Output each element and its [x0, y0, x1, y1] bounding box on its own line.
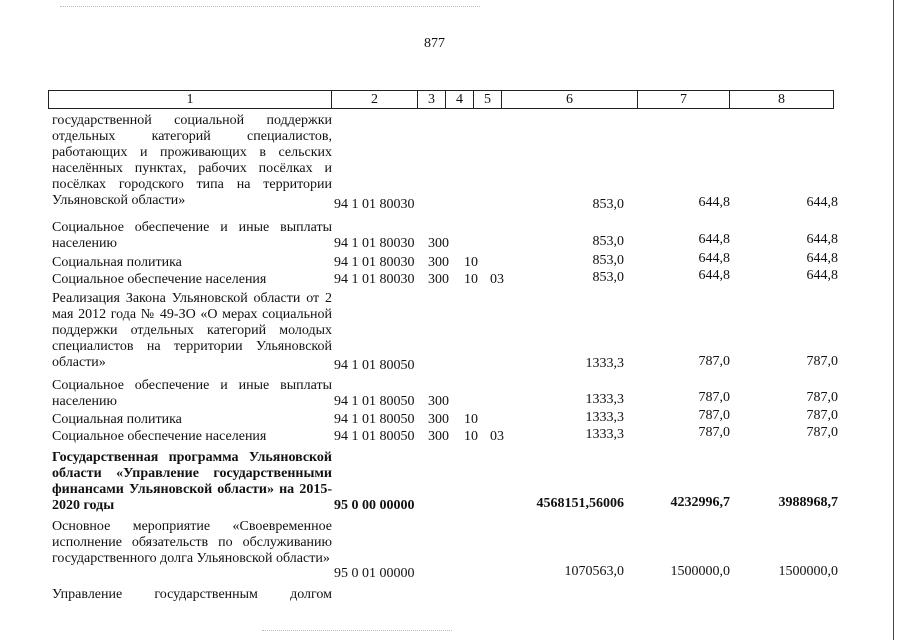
row-col3: 300 — [428, 394, 449, 409]
row-value-col7: 644,8 — [698, 232, 730, 247]
row-col3: 300 — [428, 412, 449, 427]
row-name: Основное мероприятие «Своевременное исполнение обязательств по обслуживанию государственного долга Ульяновской области» — [52, 519, 332, 566]
row-name: Социальное обеспечение и иные выплаты населению — [52, 220, 332, 251]
page-edge-line — [893, 0, 894, 640]
row-value-col6: 1333,3 — [585, 410, 624, 425]
row-value-col8: 787,0 — [806, 425, 838, 440]
row-code: 94 1 01 80050 — [334, 358, 415, 373]
row-name: Реализация Закона Ульяновской области от 2 мая 2012 года № 49-ЗО «О мерах социальной поддержки отдельных категорий молодых специалистов на территории Ульяновской области» — [52, 291, 332, 370]
header-col-7: 7 — [638, 91, 730, 108]
row-value-col6: 853,0 — [592, 270, 624, 285]
row-name: Социальное обеспечение населения — [52, 272, 267, 287]
row-value-col8: 787,0 — [806, 390, 838, 405]
row-name: Социальная политика — [52, 255, 182, 270]
header-col-1: 1 — [49, 91, 332, 108]
row-code: 94 1 01 80050 — [334, 394, 415, 409]
row-value-col6: 853,0 — [592, 253, 624, 268]
scan-artifact-bottom — [262, 630, 452, 632]
row-code: 95 0 01 00000 — [334, 566, 415, 581]
row-code: 94 1 01 80050 — [334, 412, 415, 427]
row-name: Социальное обеспечение и иные выплаты населению — [52, 378, 332, 409]
header-col-5: 5 — [474, 91, 502, 108]
table-header-row — [48, 90, 834, 109]
row-code: 94 1 01 80030 — [334, 272, 415, 287]
row-value-col7: 787,0 — [698, 354, 730, 369]
row-code: 94 1 01 80030 — [334, 255, 415, 270]
row-code: 95 0 00 00000 — [334, 498, 415, 513]
row-code: 94 1 01 80030 — [334, 197, 415, 212]
row-col4: 10 — [464, 412, 478, 427]
row-col4: 10 — [464, 255, 478, 270]
row-value-col6: 853,0 — [592, 197, 624, 212]
row-name: государственной социальной поддержки отдельных категорий специалистов, работающих и проживающих в сельских населённых пунктах, рабочих посёлках и посёлках городского типа на территории Ульяновской области» — [52, 113, 332, 208]
row-col3: 300 — [428, 236, 449, 251]
header-col-6: 6 — [502, 91, 638, 108]
row-col3: 300 — [428, 429, 449, 444]
row-value-col6: 4568151,56006 — [536, 496, 624, 511]
row-value-col8: 787,0 — [806, 408, 838, 423]
row-value-col6: 1333,3 — [585, 356, 624, 371]
header-col-2: 2 — [332, 91, 418, 108]
row-value-col8: 644,8 — [806, 251, 838, 266]
row-value-col8: 644,8 — [806, 268, 838, 283]
row-col3: 300 — [428, 255, 449, 270]
row-code: 94 1 01 80030 — [334, 236, 415, 251]
row-value-col7: 644,8 — [698, 195, 730, 210]
row-name: Государственная программа Ульяновской области «Управление государственными финансами Ульяновской области» на 2015-2020 годы — [52, 450, 332, 513]
row-value-col7: 787,0 — [698, 425, 730, 440]
row-value-col6: 1333,3 — [585, 392, 624, 407]
row-name: Социальная политика — [52, 412, 182, 427]
row-code: 94 1 01 80050 — [334, 429, 415, 444]
row-col4: 10 — [464, 272, 478, 287]
row-name: Социальное обеспечение населения — [52, 429, 267, 444]
row-col5: 03 — [490, 429, 504, 444]
row-value-col6: 853,0 — [592, 234, 624, 249]
row-value-col8: 1500000,0 — [778, 564, 838, 579]
row-col4: 10 — [464, 429, 478, 444]
header-col-8: 8 — [778, 92, 785, 107]
row-value-col8: 644,8 — [806, 232, 838, 247]
row-value-col6: 1333,3 — [585, 427, 624, 442]
row-value-col7: 644,8 — [698, 251, 730, 266]
row-value-col8: 644,8 — [806, 195, 838, 210]
row-name: Управление государственным долгом — [52, 587, 332, 602]
row-value-col7: 4232996,7 — [670, 495, 730, 510]
scan-artifact-top — [60, 6, 480, 8]
row-value-col7: 644,8 — [698, 268, 730, 283]
row-value-col7: 787,0 — [698, 390, 730, 405]
row-value-col8: 3988968,7 — [778, 495, 838, 510]
row-value-col8: 787,0 — [806, 354, 838, 369]
page-number: 877 — [424, 36, 445, 51]
row-col3: 300 — [428, 272, 449, 287]
header-col-3: 3 — [418, 91, 446, 108]
row-value-col7: 1500000,0 — [670, 564, 730, 579]
header-col-4: 4 — [446, 91, 474, 108]
row-col5: 03 — [490, 272, 504, 287]
row-value-col6: 1070563,0 — [564, 564, 624, 579]
row-value-col7: 787,0 — [698, 408, 730, 423]
